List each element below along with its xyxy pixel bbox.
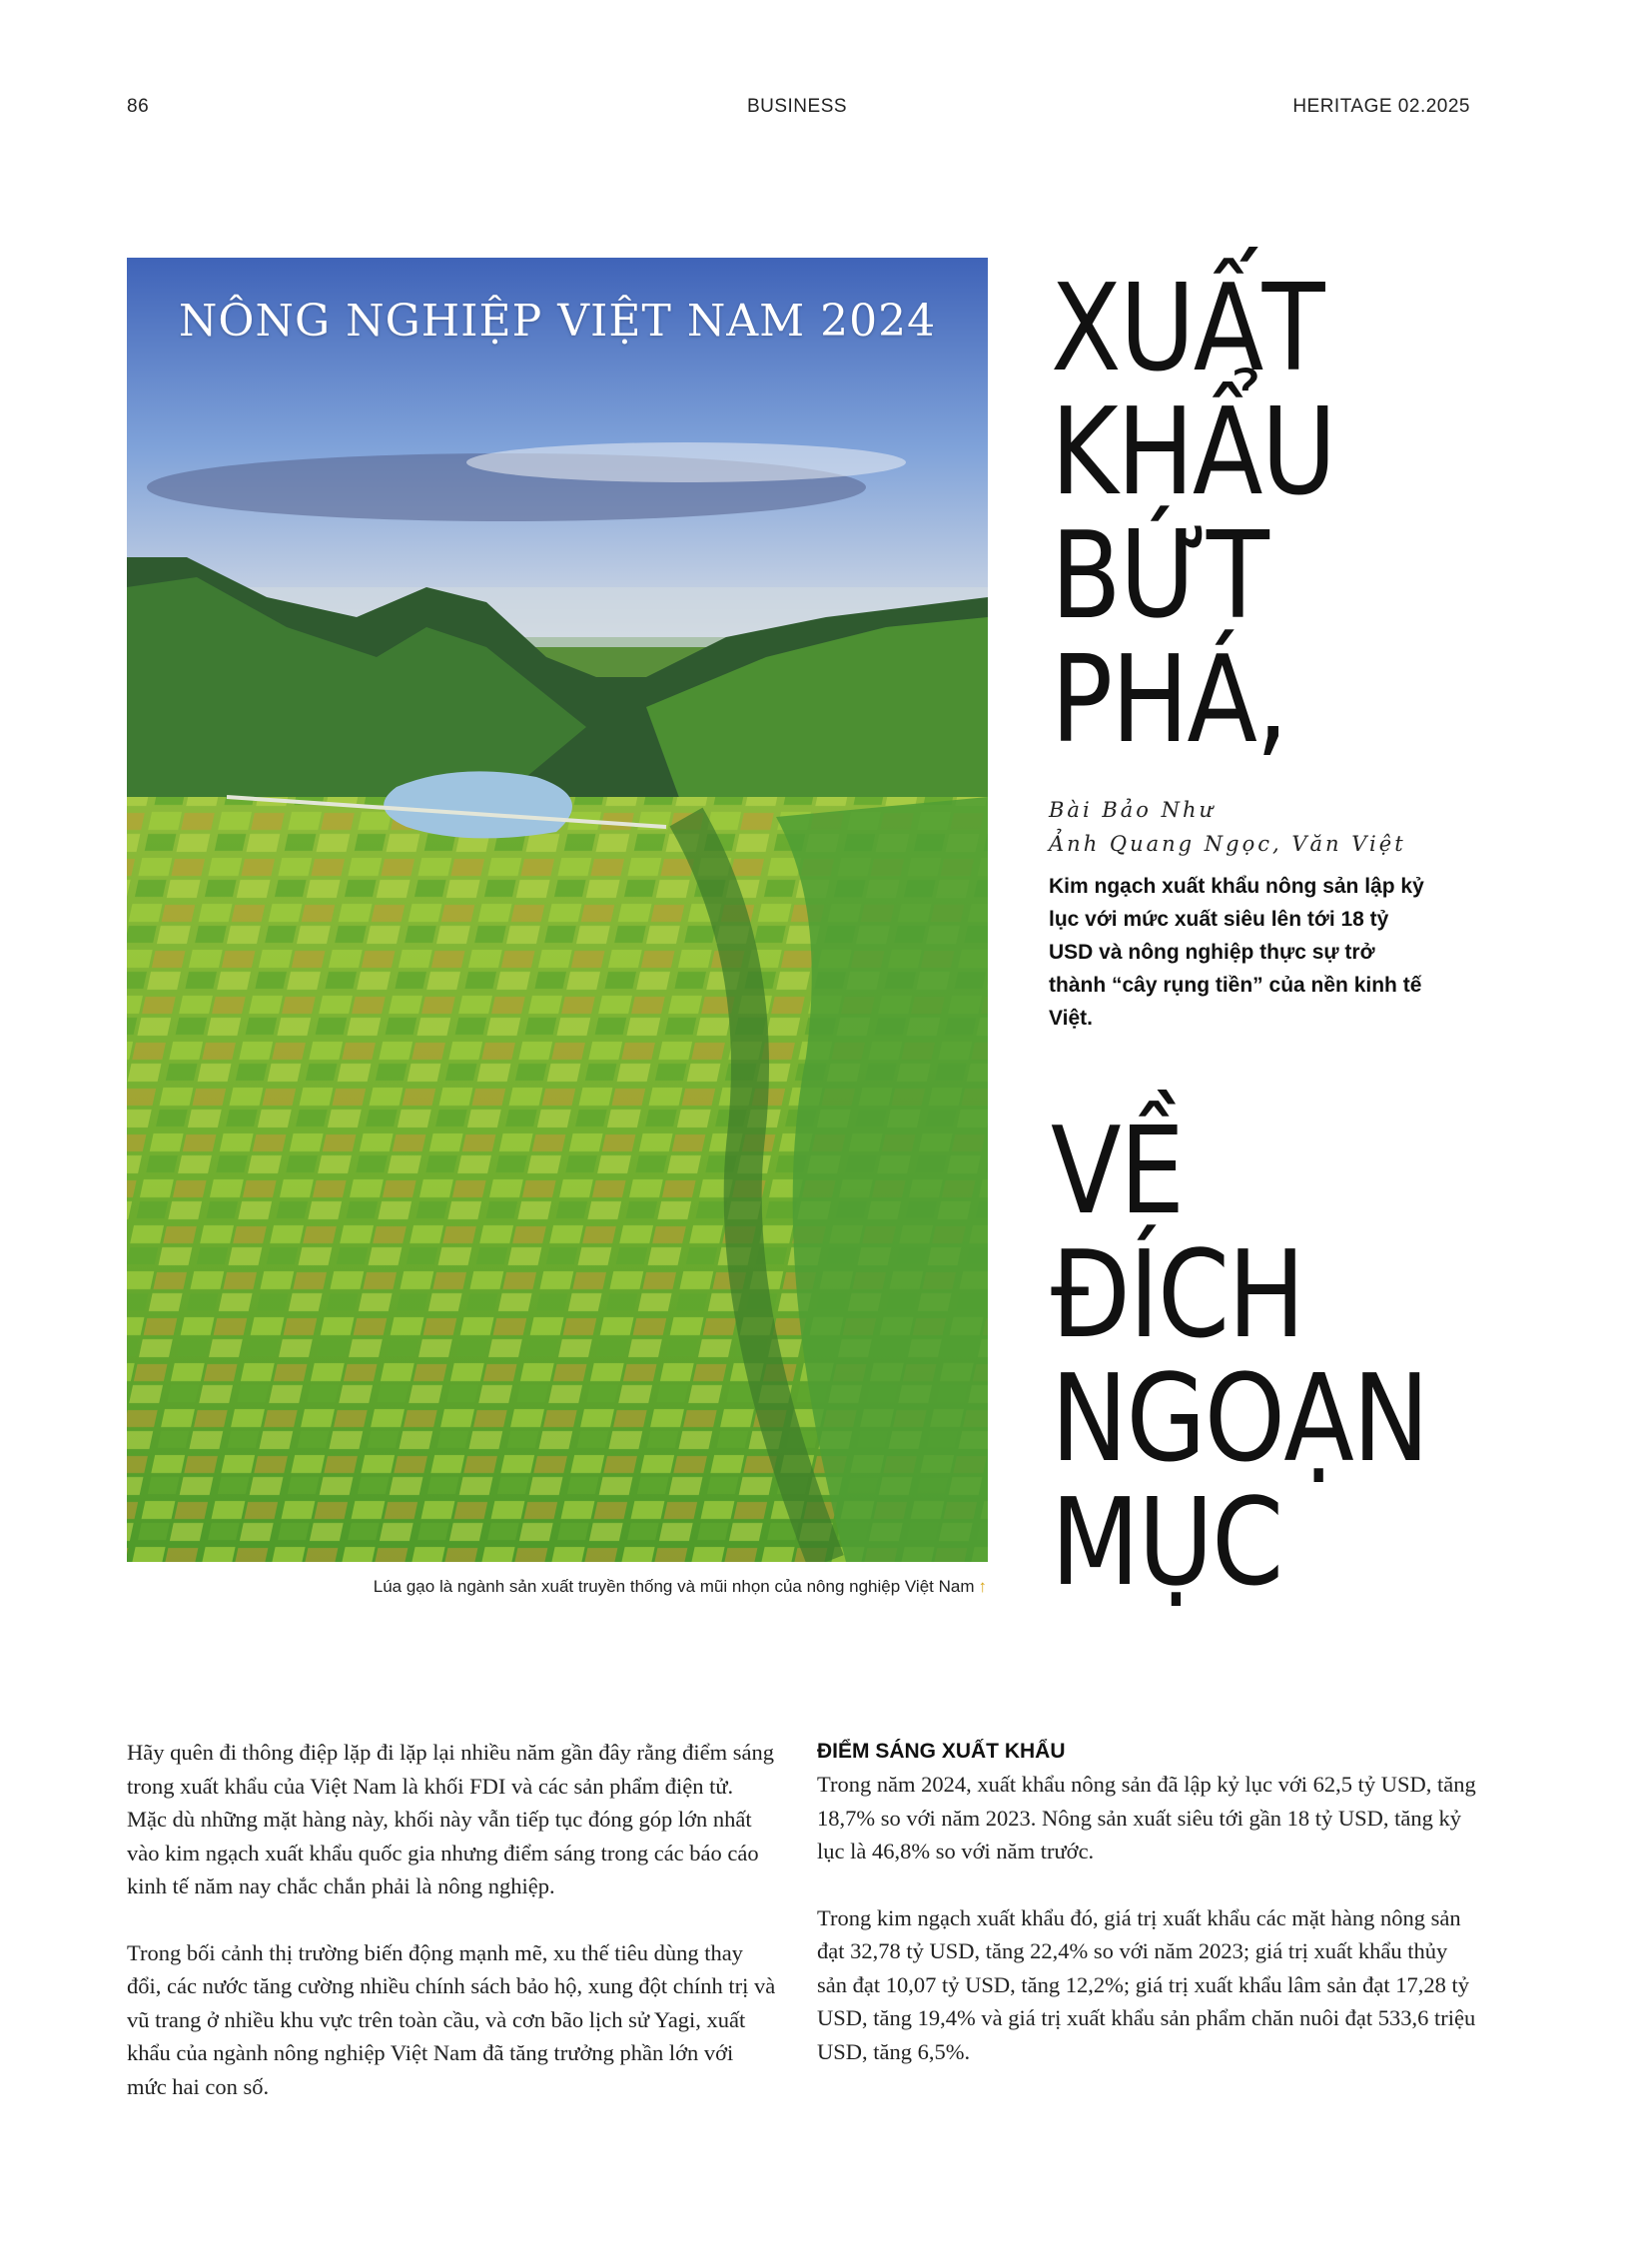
body-column-right (817, 1736, 1476, 2101)
headline-line: ĐÍCH (1051, 1226, 1304, 1365)
body-paragraph: Trong năm 2024, xuất khẩu nông sản đã lập kỷ lục với 62,5 tỷ USD, tăng 18,7% so với năm 2023. Nông sản xuất siêu tới gần 18 tỷ USD, tăng kỷ lục là 46,8% so với năm trước. (817, 1772, 1476, 1864)
headline-line: MỤC (1051, 1474, 1282, 1613)
photo-caption-text: Lúa gạo là ngành sản xuất truyền thống và mũi nhọn của nông nghiệp Việt Nam (373, 1577, 975, 1596)
author-credit: Bài Bảo Như (1049, 798, 1217, 822)
body-paragraph: Trong kim ngạch xuất khẩu đó, giá trị xuất khẩu các mặt hàng nông sản đạt 32,78 tỷ USD, tăng 22,4% so với năm 2023; giá trị xuất khẩu thủy sản đạt 10,07 tỷ USD, tăng 12,2%; giá trị xuất khẩu lâm sản đạt 17,28 tỷ USD, tăng 19,4% và giá trị xuất khẩu sản phẩm chăn nuôi đạt 533,6 triệu USD, tăng 6,5%. (817, 1904, 1476, 2064)
page-number: 86 (127, 96, 150, 117)
byline (1049, 793, 1406, 861)
section-label: BUSINESS (746, 96, 848, 117)
lede-paragraph: Kim ngạch xuất khẩu nông sản lập kỷ lục với mức xuất siêu lên tới 18 tỷ USD và nông nghiệp thực sự trở thành “cây rụng tiền” của nền kinh tế Việt. (1049, 875, 1424, 1030)
photo-overlay-title: NÔNG NGHIỆP VIỆT NAM 2024 (178, 296, 937, 347)
headline-line: NGOẠN (1051, 1350, 1428, 1489)
headline-part-1 (1051, 260, 1335, 770)
feature-photo (127, 258, 988, 1562)
photo-credit: Ảnh Quang Ngọc, Văn Việt (1049, 832, 1406, 856)
headline-line: VỀ (1051, 1103, 1184, 1241)
section-subheading: ĐIỂM SÁNG XUẤT KHẨU (817, 1740, 1066, 1763)
photo-caption (374, 1577, 987, 1597)
headline-line: PHÁ, (1051, 631, 1287, 770)
headline-line: KHẨU (1051, 383, 1335, 522)
headline-line: XUẤT (1051, 260, 1323, 398)
body-paragraph: Trong bối cảnh thị trường biến động mạnh mẽ, xu thế tiêu dùng thay đổi, các nước tăng cường nhiều chính sách bảo hộ, xung đột chính trị và vũ trang ở nhiều khu vực trên toàn cầu, và cơn bão lịch sử Yagi, xuất khẩu của ngành nông nghiệp Việt Nam đã tăng trưởng phần lớn với mức hai con số. (127, 1939, 776, 2099)
headline-line: BỨT (1051, 507, 1268, 646)
arrow-up-icon: ↑ (978, 1577, 987, 1596)
body-column-left (127, 1736, 776, 2136)
issue-label: HERITAGE 02.2025 (1292, 96, 1470, 117)
body-paragraph: Hãy quên đi thông điệp lặp đi lặp lại nhiều năm gần đây rằng điểm sáng trong xuất khẩu của Việt Nam là khối FDI và các sản phẩm điện tử. Mặc dù những mặt hàng này, khối này vẫn tiếp tục đóng góp lớn nhất vào kim ngạch xuất khẩu quốc gia nhưng điểm sáng trong các báo cáo kinh tế năm nay chắc chắn phải là nông nghiệp. (127, 1740, 774, 1898)
rice-field-landscape-image (127, 258, 988, 1562)
headline-part-2 (1051, 1103, 1428, 1613)
